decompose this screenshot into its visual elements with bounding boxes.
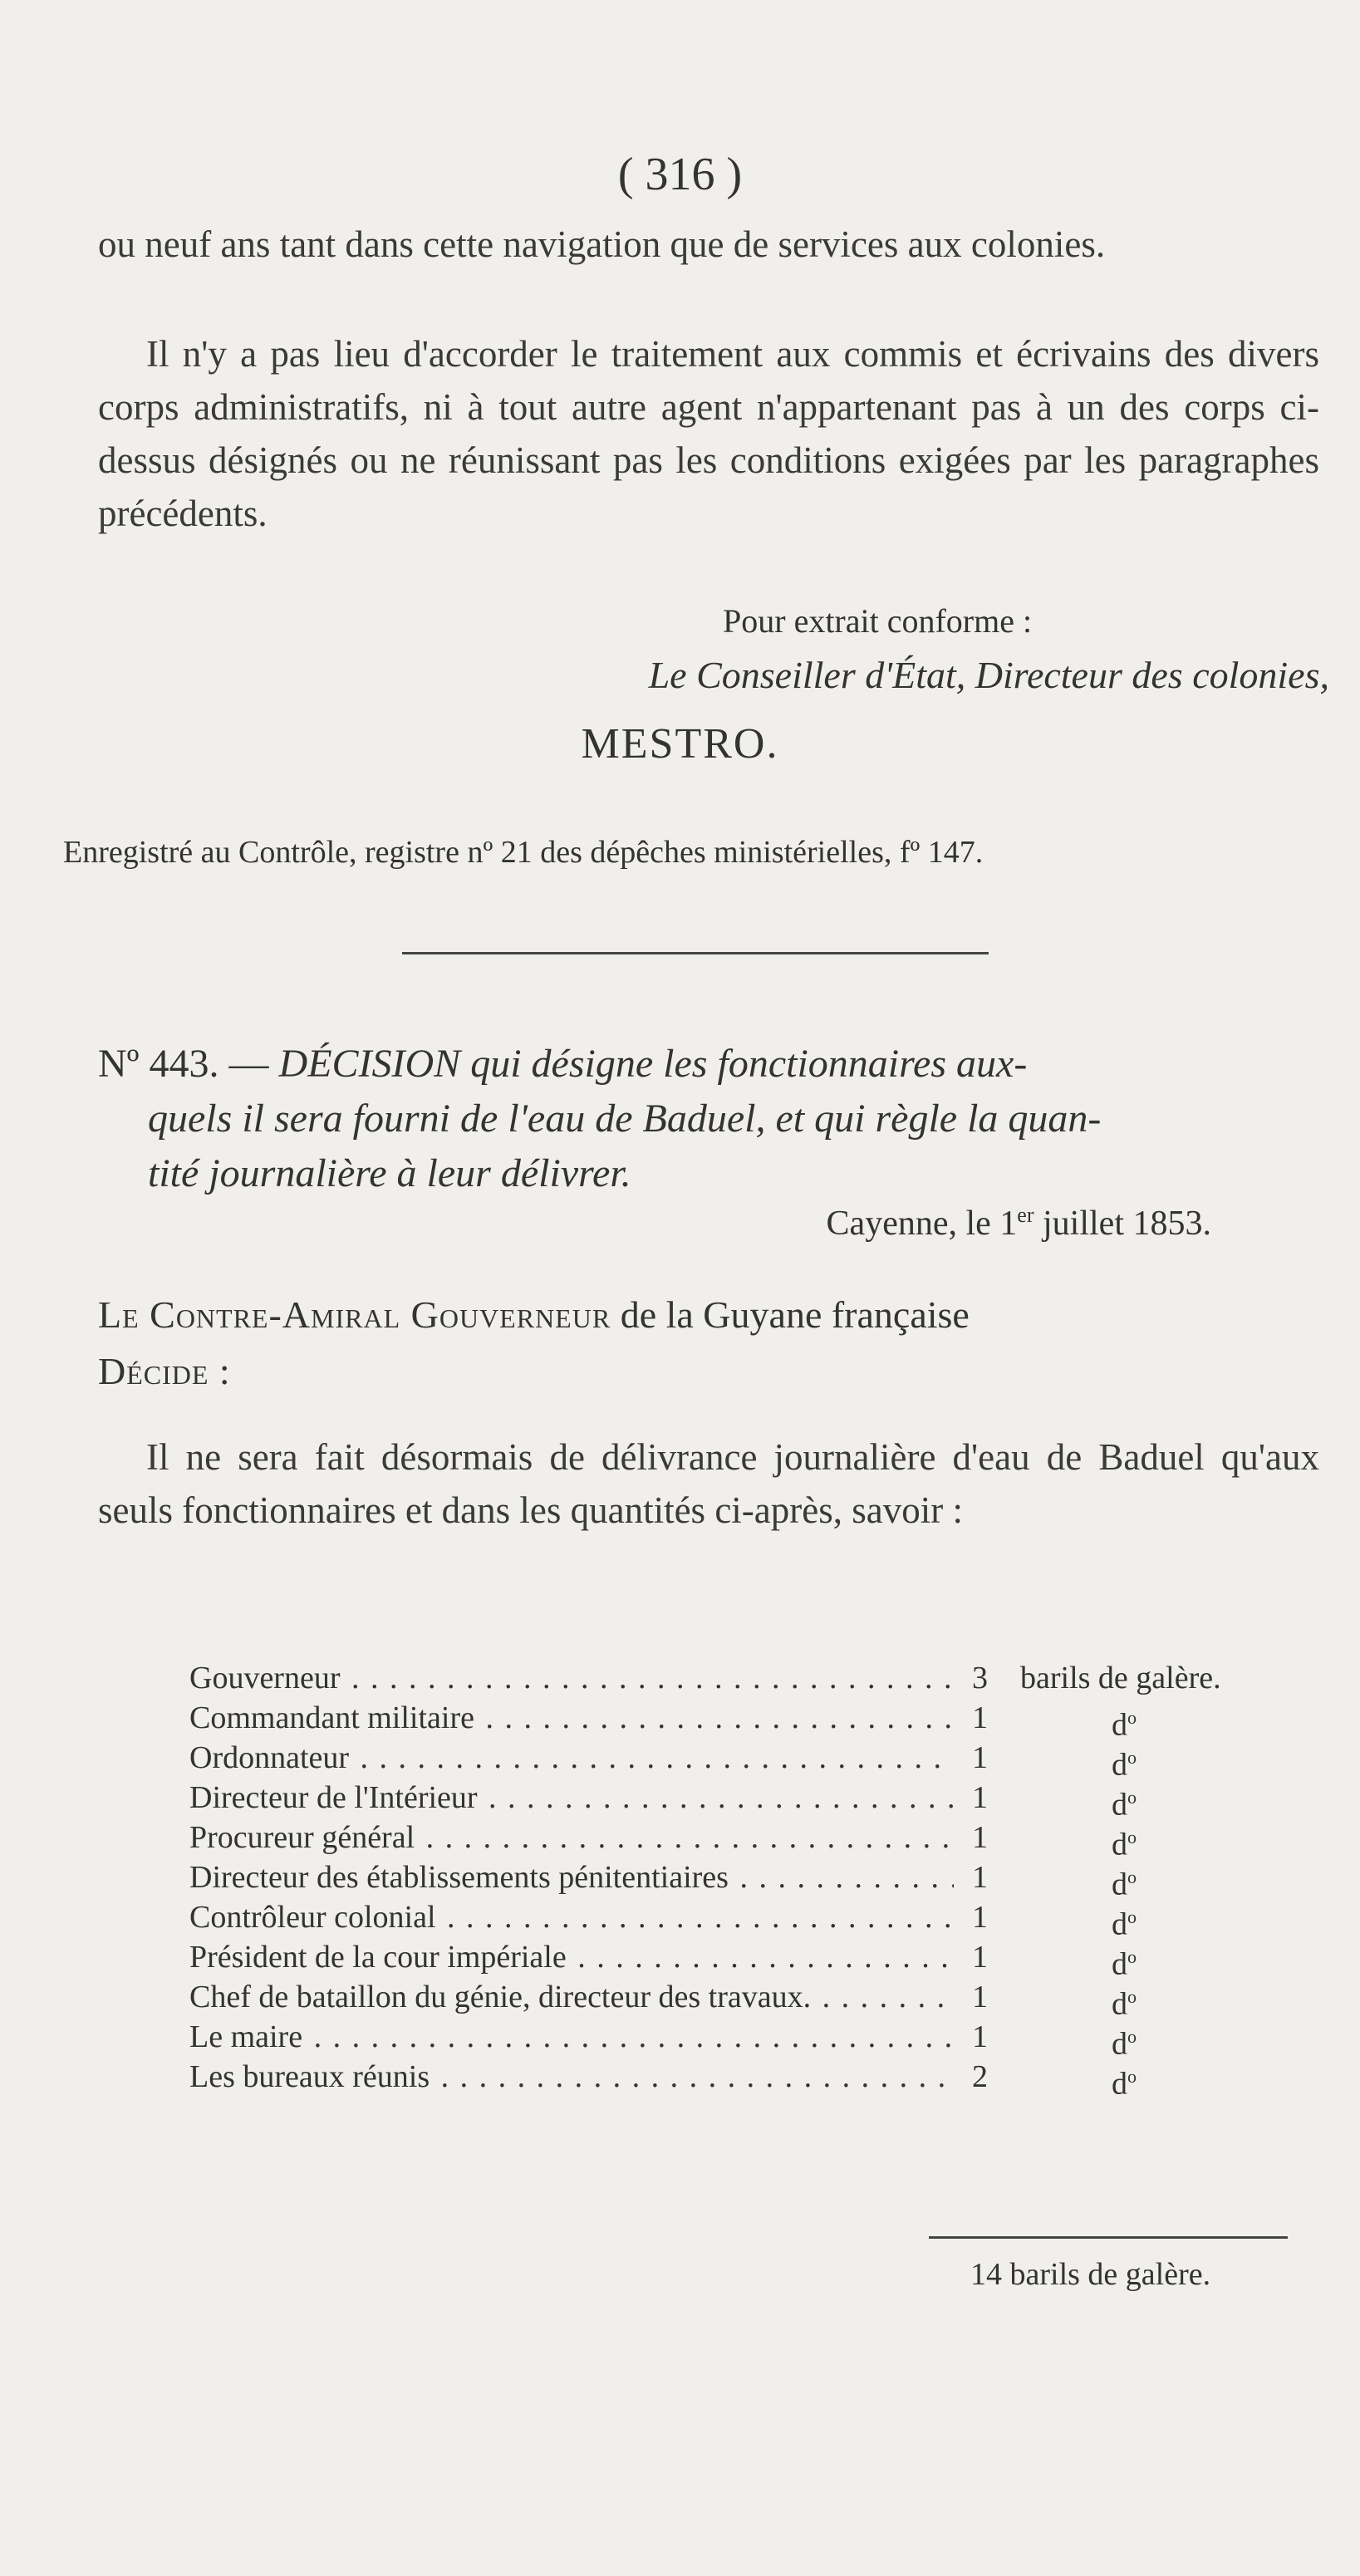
total-rule	[929, 2236, 1288, 2239]
paragraph-continuation: ou neuf ans tant dans cette navigation que de services aux colonies.	[98, 223, 1106, 265]
row-label: Directeur de l'Intérieur	[189, 1780, 478, 1815]
row-label: Procureur général	[189, 1820, 415, 1855]
row-unit: $d^o$	[1112, 1946, 1137, 1982]
extract-conforme: Pour extrait conforme :	[723, 602, 1033, 640]
table-row	[189, 1818, 1319, 1862]
table-row	[189, 1977, 1319, 2022]
place-date: Cayenne, le 1er juillet 1853.	[826, 1203, 1211, 1243]
row-quantity: 1	[972, 1980, 988, 2014]
row-unit: $d^o$	[1112, 1827, 1137, 1862]
row-quantity: 1	[972, 1820, 988, 1855]
table-row	[189, 1778, 1319, 1823]
table-total: 14 barils de galère.	[970, 2257, 1211, 2292]
decision-title-line2: quels il sera fourni de l'eau de Baduel, et qui règle la quan-	[148, 1097, 1102, 1141]
decide-label: Décide :	[98, 1350, 231, 1392]
row-quantity: 3	[972, 1661, 988, 1695]
decision-title-line1: DÉCISION qui désigne les fonctionnaires aux-	[278, 1042, 1028, 1086]
row-label: Gouverneur	[189, 1661, 341, 1695]
table-row	[189, 1937, 1319, 1982]
table-row	[189, 2057, 1319, 2102]
row-quantity: 1	[972, 1860, 988, 1895]
decision-heading	[98, 1037, 1328, 1201]
row-unit: $d^o$	[1112, 2066, 1137, 2102]
decision-title-line3: tité journalière à leur délivrer.	[148, 1151, 631, 1195]
row-label: Chef de bataillon du génie, directeur des travaux.	[189, 1980, 812, 2014]
table-row	[189, 1738, 1319, 1783]
row-label: Commandant militaire	[189, 1700, 474, 1735]
table-row	[189, 1857, 1319, 1902]
governor-line: Le Contre-Amiral Gouverneur de la Guyane française	[98, 1293, 970, 1336]
row-label: Le maire	[189, 2019, 303, 2054]
row-quantity: 1	[972, 1940, 988, 1975]
paragraph-delivery: Il ne sera fait désormais de délivrance journalière d'eau de Baduel qu'aux seuls fonctionnaires et dans les quantités ci-après, savoir :	[98, 1436, 1319, 1531]
row-unit: barils de galère.	[1020, 1661, 1221, 1695]
row-quantity: 1	[972, 2019, 988, 2054]
section-divider	[402, 952, 989, 954]
row-quantity: 1	[972, 1780, 988, 1815]
row-unit: $d^o$	[1112, 1747, 1137, 1783]
water-allocation-table	[189, 1658, 1319, 2102]
row-label: Ordonnateur	[189, 1740, 350, 1775]
row-quantity: 1	[972, 1700, 988, 1735]
row-quantity: 1	[972, 1900, 988, 1935]
row-label: Président de la cour impériale	[189, 1940, 567, 1975]
table-row	[189, 1658, 1319, 1698]
row-unit: $d^o$	[1112, 1707, 1137, 1743]
row-unit: $d^o$	[1112, 1986, 1137, 2022]
row-unit: $d^o$	[1112, 2026, 1137, 2062]
signer-title: Le Conseiller d'État, Directeur des colonies,	[648, 654, 1329, 696]
table-row	[189, 2017, 1319, 2062]
table-row	[189, 1897, 1319, 1942]
signer-name: MESTRO.	[581, 720, 779, 768]
table-row	[189, 1698, 1319, 1743]
row-unit: $d^o$	[1112, 1787, 1137, 1823]
row-label: Directeur des établissements pénitentiaires	[189, 1860, 729, 1895]
row-quantity: 2	[972, 2059, 988, 2094]
row-unit: $d^o$	[1112, 1906, 1137, 1942]
page-number: ( 316 )	[617, 149, 743, 200]
row-label: Contrôleur colonial	[189, 1900, 436, 1935]
row-quantity: 1	[972, 1740, 988, 1775]
registration-note: Enregistré au Contrôle, registre nº 21 des dépêches ministérielles, fº 147.	[63, 835, 984, 870]
row-unit: $d^o$	[1112, 1867, 1137, 1902]
decision-number: Nº 443. —	[98, 1042, 269, 1086]
row-label: Les bureaux réunis	[189, 2059, 430, 2094]
paragraph-no-treatment: Il n'y a pas lieu d'accorder le traitement aux commis et écrivains des divers corps administratifs, ni à tout autre agent n'appartenant pas à un des corps ci-dessus désignés ou ne réunissant pas les conditions exigées par les paragraphes précédents.	[98, 333, 1319, 534]
